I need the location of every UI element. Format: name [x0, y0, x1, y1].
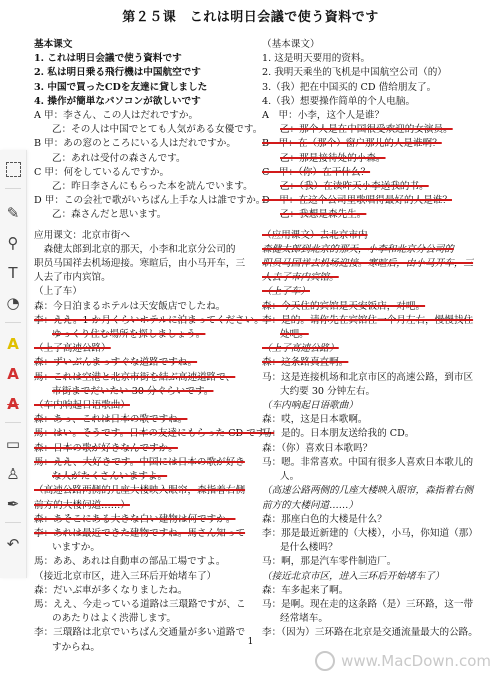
text-line: 市街までだいたい 30 分ぐらいです。 [52, 385, 214, 397]
text-line: 森：あっ、これは日本の歌ですね。 [34, 414, 188, 426]
text-line: 森：（你）喜欢日本歌吗？ [262, 442, 373, 454]
text-line: 1. 这是明天要用的资料。 [262, 53, 371, 65]
text-line: 馬：はい。そうです。日本の友達にもらった CD です。 [34, 428, 275, 440]
zoom-icon[interactable]: ⚲ [7, 234, 19, 252]
pen-icon[interactable]: ✎ [6, 204, 20, 222]
toolbar-divider [5, 322, 21, 323]
text-line: 应用课文：北京市街へ [34, 229, 130, 241]
text-line: 1. これは明日会議で使う資料です [34, 53, 182, 65]
text-line: 馬：これは空港と北京市街を結ぶ高速道路で、 [34, 371, 236, 383]
text-line: （接近北京市区，进入三环后开始堵车了） [34, 570, 217, 582]
text-line: （车内响起日语歌曲） [262, 400, 358, 412]
text-line: 森：ずいぶんまっすぐな道路ですね。 [34, 357, 198, 369]
text-line: 森：日本の歌が好きなんですか。 [34, 442, 178, 454]
page-number: 1 [247, 637, 254, 647]
text-line: のあたりはよく渋滞します。 [52, 613, 176, 625]
underline-icon[interactable]: A [7, 365, 19, 383]
text-line: 乙：那是接待处的小森。 [280, 152, 386, 164]
text-line: 3.（我）把在中国买的 CD 借给朋友了。 [262, 81, 437, 93]
selection-box-icon[interactable] [2, 158, 24, 180]
text-line: 森：今日泊まるホテルは天安飯店でしたね。 [34, 300, 226, 312]
text-line: （上了车） [34, 286, 82, 298]
undo-icon[interactable]: ↶ [6, 535, 20, 553]
text-line: 李：あれは最近できた建物ですね。馬さん知って [34, 527, 246, 539]
text-line: 马：啊，那是汽车零件制造厂。 [262, 556, 397, 568]
text-line: 马：是啊。现在走的这条路（是）三环路，这一带 [262, 598, 474, 610]
text-line: （基本课文） [262, 39, 320, 50]
watermark-text: www.MacDown.com [341, 652, 491, 670]
text-line: A 甲：小李，这个人是谁？ [262, 110, 385, 122]
text-line: な人がたくさんいますよ。 [52, 471, 168, 483]
text-line: 基本课文 [34, 39, 73, 50]
text-line: 乙：（我）在读昨天小李送我的书。 [280, 181, 429, 193]
chinese-column [262, 38, 480, 641]
watermark [315, 651, 491, 671]
text-line: D 甲：この会社で歌がいちばん上手な人は誰ですか。 [34, 195, 266, 207]
text-tool-icon[interactable]: T [8, 264, 18, 282]
text-line: 人去了市内宾馆。 [34, 272, 111, 284]
text-line: （高速公路两侧的几座大楼映入眼帘，森指着右侧 [34, 485, 246, 497]
macdown-logo-icon [315, 651, 335, 671]
comment-icon[interactable]: ▭ [5, 435, 21, 453]
text-line: 马：是的。日本朋友送给我的 CD。 [262, 428, 415, 440]
text-line: （车内响起日语歌曲） [34, 400, 130, 412]
text-line: ゆっくり住む場所を探しましょう。 [52, 329, 206, 341]
text-line: 馬：ああ、あれは自動車の部品工場ですよ。 [34, 556, 226, 568]
text-line: 职员马国祥去机场迎接。寒暄后，由小马开车，三 [34, 258, 246, 270]
text-line: 人。 [280, 471, 300, 483]
text-line: （应用课文）去北京市内 [262, 229, 368, 241]
annotation-toolbar [0, 150, 27, 578]
japanese-column [34, 38, 275, 655]
signature-icon[interactable]: ✒ [6, 495, 20, 513]
dashed-box-icon [6, 162, 21, 177]
text-line: 馬：ええ、大好きです。中国には日本の歌が好き [34, 456, 245, 468]
text-line: C 甲：（你）在干什么？ [262, 166, 371, 178]
text-line: いますか。 [52, 542, 100, 554]
text-line: 前方的大楼问道……） [262, 499, 358, 511]
text-line: 森：那座白色的大楼是什么？ [262, 513, 387, 525]
text-line: 前方的大楼问道……） [34, 499, 130, 511]
text-line: 李：那是最近新建的（大楼），小马，你知道（那） [262, 527, 478, 539]
text-line: 乙：我想是森先生。 [280, 209, 367, 221]
text-line: 李：ええ。1 か月くらいホテルに泊まってください。 [34, 314, 264, 326]
text-line: 乙：その人は中国でとても人気がある女優です。 [52, 124, 263, 136]
text-line: 乙：あれは受付の森さんです。 [52, 152, 186, 164]
highlight-icon[interactable]: A [7, 335, 19, 353]
text-line: 森：だいぶ車が多くなりましたね。 [34, 584, 188, 596]
text-line: 李：（因为）三环路在北京是交通流量最大的公路。 [262, 627, 478, 639]
text-line: 处吧。 [280, 329, 309, 341]
text-line: 森健太郎到北京的那天，小李和北京分公司的 [34, 243, 236, 255]
text-line: 森：あそこにある大きな白い建物は何ですか。 [34, 513, 236, 525]
toolbar-divider [5, 188, 21, 189]
text-line: 2. 私は明日乗る飛行機は中国航空です [34, 67, 201, 79]
text-line: 是什么楼吗？ [280, 542, 338, 554]
text-line: 森：这条路真直啊。 [262, 357, 349, 369]
text-line: 森健太郎到北京的那天，小李和北京分公司的 [262, 243, 454, 255]
text-line: 马：嗯。非常喜欢。中国有很多人喜欢日本歌儿的 [262, 456, 474, 468]
text-line: 大约要 30 分钟左右。 [280, 385, 376, 397]
text-line: （高速公路两侧的几座大楼映入眼帘，森指着右侧 [262, 485, 474, 497]
text-line: 经常堵车。 [280, 613, 328, 625]
text-line: （上了高速公路） [262, 343, 339, 355]
toolbar-divider [5, 422, 21, 423]
toolbar-divider [5, 522, 21, 523]
text-line: 乙：昨日李さんにもらった本を読んでいます。 [52, 181, 253, 193]
text-line: C 甲：何をしているんですか。 [34, 166, 170, 178]
text-line: B 甲：在（那个）窗户那儿的人是谁啊？ [262, 138, 442, 150]
text-line: 2. 我明天乘坐的飞机是中国航空公司（的） [262, 67, 447, 79]
text-line: 馬：ええ、今走っている道路は三環路ですが、こ [34, 598, 246, 610]
text-line: 李：是的。请你先在宾馆住一个月左右，慢慢找住 [262, 314, 474, 326]
text-line: 乙：森さんだと思います。 [52, 209, 167, 221]
text-line: 森：车多起来了啊。 [262, 584, 349, 596]
text-line: 4.（我）想要操作简单的个人电脑。 [262, 95, 416, 107]
strikethrough-icon[interactable]: A [7, 395, 19, 413]
text-line: 职员马国祥去机场迎接。寒暄后，由小马开车，三 [262, 258, 474, 270]
text-line: 森：今天住的宾馆是天安饭店，对吧。 [262, 300, 426, 312]
text-line: A 甲：李さん、この人はだれですか。 [34, 110, 199, 122]
text-line: 人去了市内宾馆。 [262, 272, 339, 284]
text-line: （接近北京市区，进入三环后开始堵车了） [262, 570, 445, 582]
text-line: すからね。 [52, 641, 100, 653]
text-line: 4. 操作が簡単なパソコンが欲しいです [34, 95, 201, 107]
text-line: B 甲：あの窓のところにいる人はだれですか。 [34, 138, 236, 150]
text-line: 3. 中国で買ったCDを友達に貸しました [34, 81, 208, 93]
text-line: 森：哎，这是日本歌啊。 [262, 414, 368, 426]
text-line: 乙：那个人是在中国很受欢迎的女演员。 [280, 124, 453, 136]
text-line: 马：这是连接机场和北京市区的高速公路，到市区 [262, 371, 474, 383]
text-line: （上了高速公路） [34, 343, 111, 355]
page-title: 第２５课 これは明日会議で使う資料です [122, 10, 379, 25]
text-line: D 甲：在这个公司里歌唱得最好的人是谁？ [262, 195, 452, 207]
stamp-icon[interactable]: ♙ [6, 465, 20, 483]
text-line: （上了车） [262, 286, 310, 298]
shapes-icon[interactable]: ◔ [6, 294, 20, 312]
text-line: 李：三環路は北京でいちばん交通量が多い道路で [34, 627, 246, 639]
